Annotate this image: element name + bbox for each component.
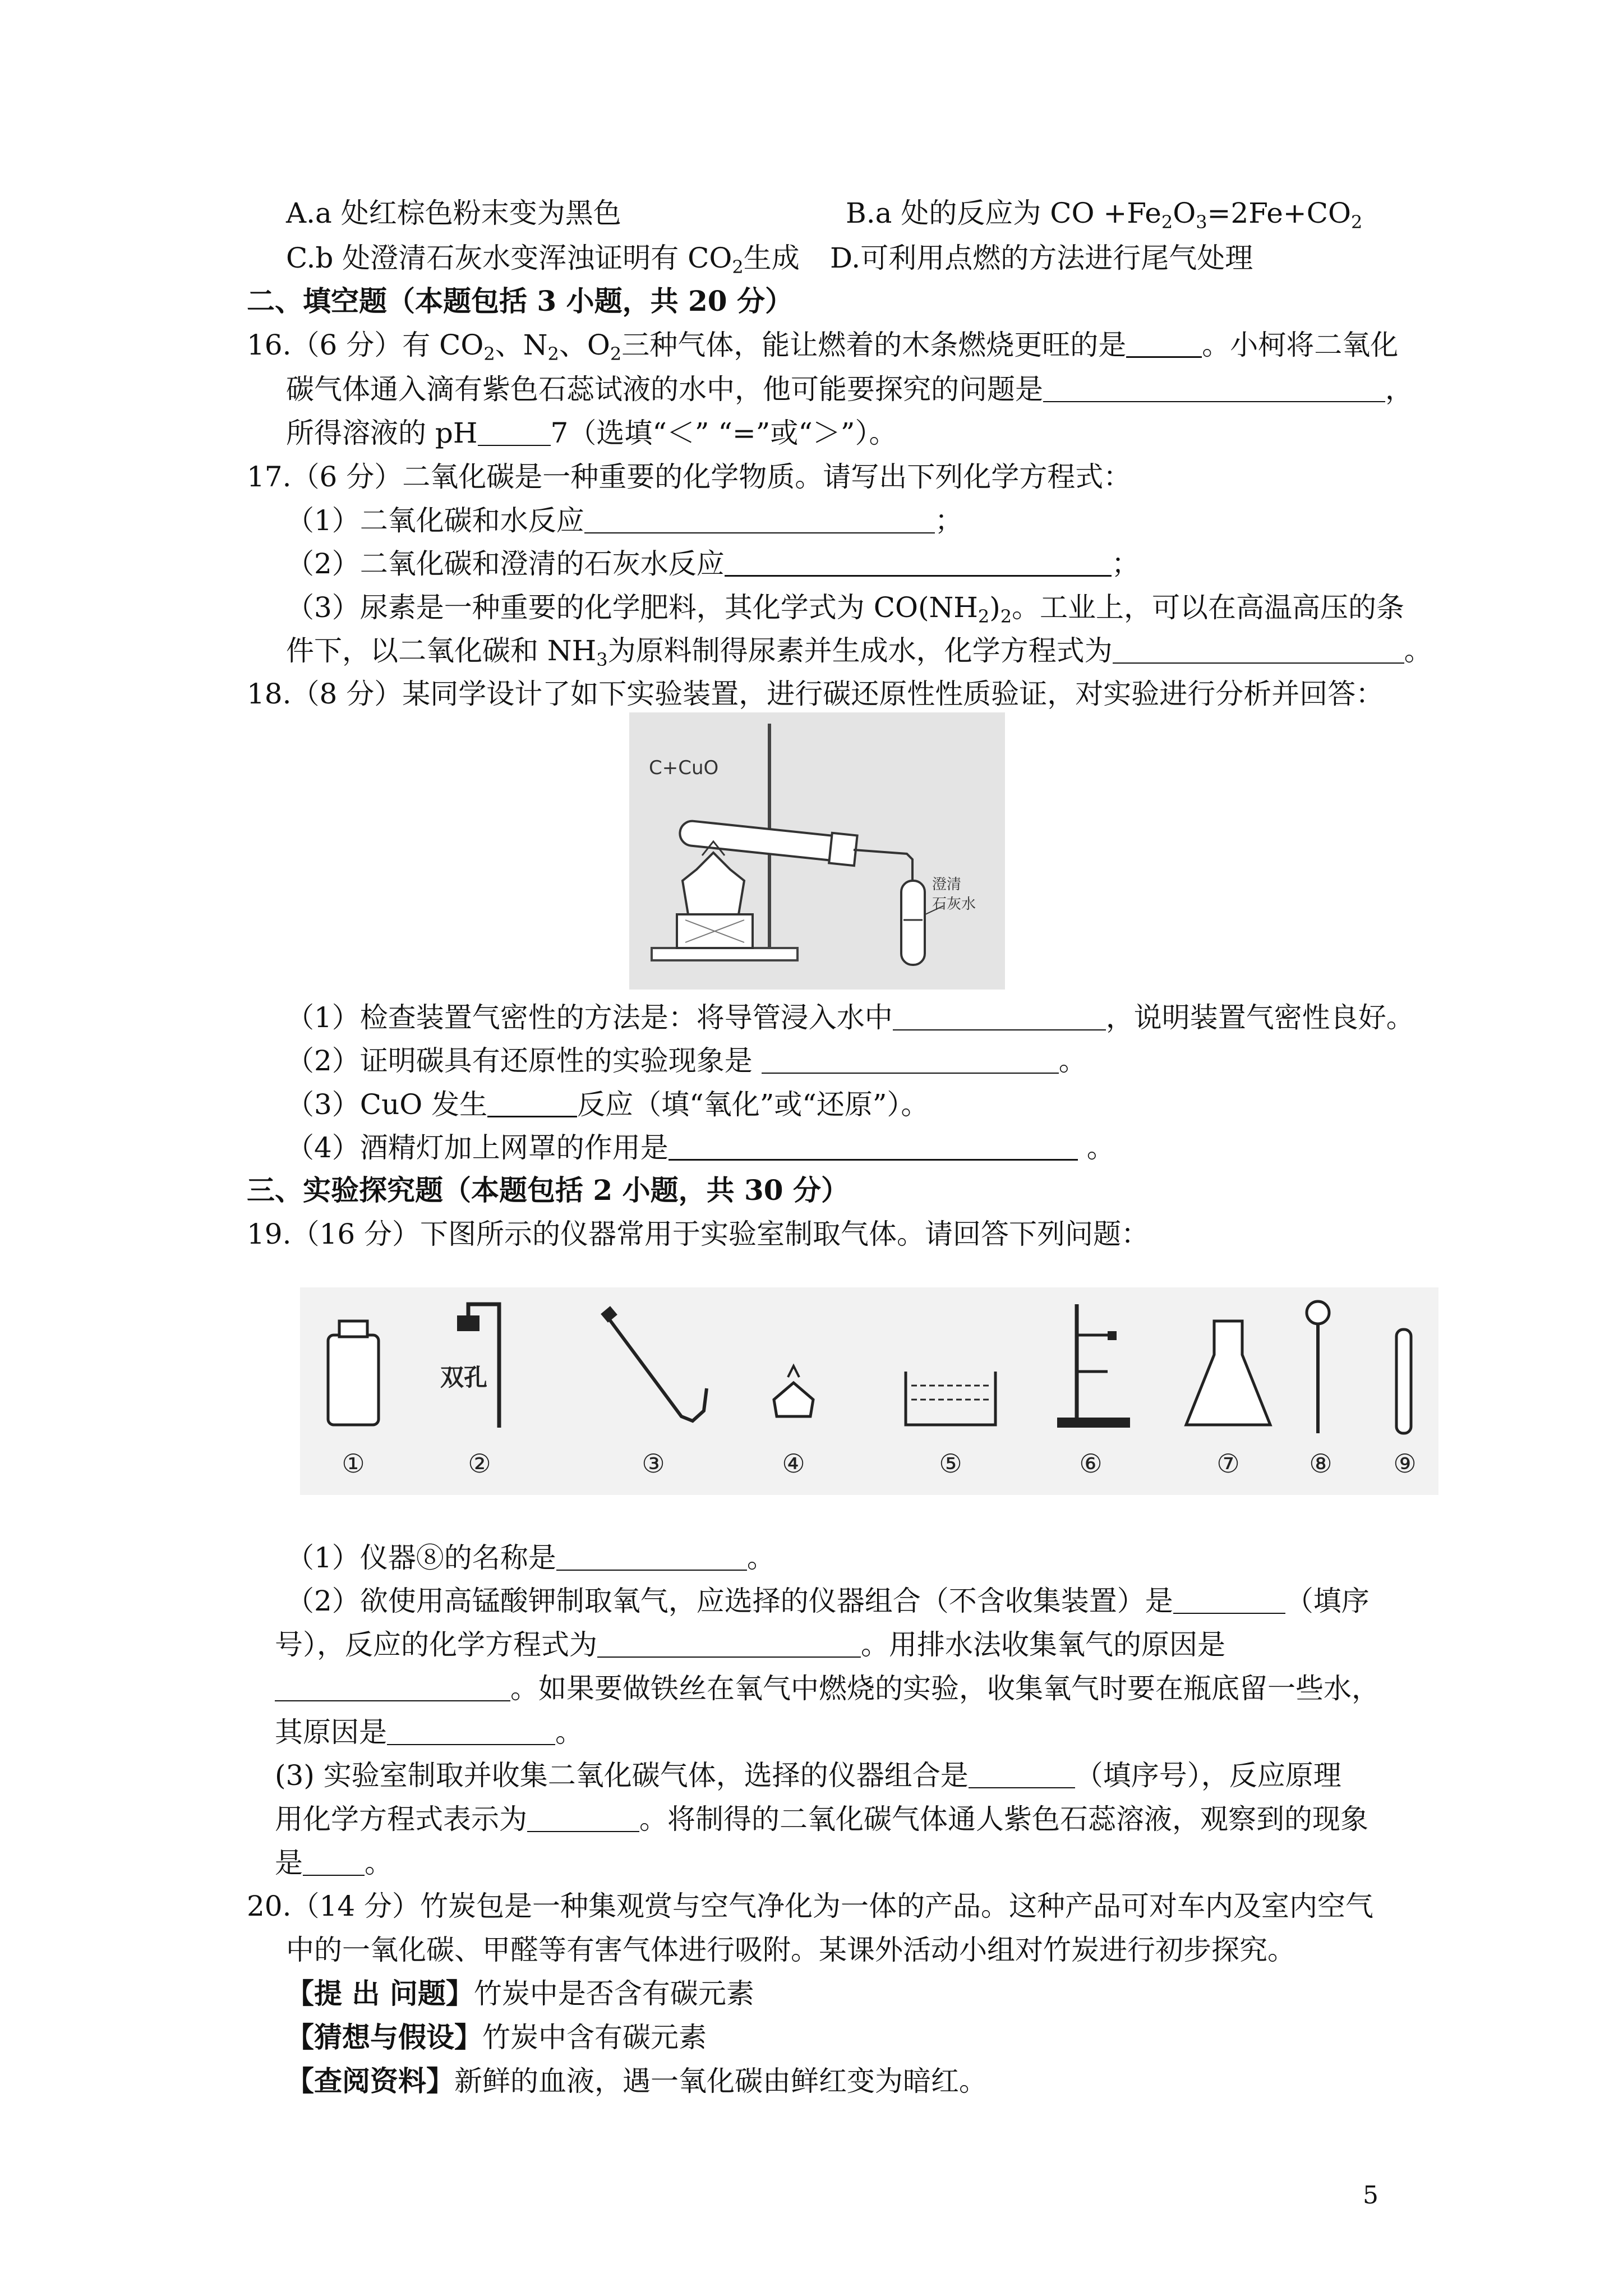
figure-label-limewater: 石灰水 (932, 896, 976, 913)
answer-blank[interactable] (725, 550, 1112, 577)
answer-blank[interactable] (1126, 332, 1202, 358)
page-number: 5 (1363, 2181, 1378, 2210)
test-tube-icon (1396, 1329, 1411, 1433)
q20-line3: 【提 出 问题】竹炭中是否含有碳元素 (286, 1977, 754, 2010)
q18-part2: （2）证明碳具有还原性的实验现象是 。 (286, 1045, 1087, 1077)
answer-blank[interactable] (303, 1850, 365, 1876)
q18-part4: （4）酒精灯加上网罩的作用是 。 (286, 1131, 1115, 1164)
instrument-number: ⑥ (1079, 1448, 1103, 1479)
q20-line5: 【查阅资料】新鲜的血液，遇一氧化碳由鲜红变为暗红。 (286, 2064, 987, 2097)
instrument-number: ⑦ (1216, 1448, 1240, 1479)
q17-line3: （2）二氧化碳和澄清的石灰水反应 ； (286, 547, 1140, 580)
instrument-number: ② (468, 1448, 491, 1479)
section-3-title: 三、实验探究题（本题包括 2 小题，共 30 分） (247, 1174, 849, 1207)
q15-option-b: B.a 处的反应为 CO $+Fe_2O_3=2Fe+CO_2$ (846, 197, 1363, 233)
q19-line1: 19.（16 分）下图所示的仪器常用于实验室制取气体。请回答下列问题： (247, 1218, 1150, 1250)
q20-line2: 中的一氧化碳、甲醛等有害气体进行吸附。某课外活动小组对竹炭进行初步探究。 (286, 1934, 1295, 1966)
q19-part1: （1）仪器⑧的名称是 。 (286, 1542, 775, 1574)
carbon-reduction-apparatus-figure (629, 712, 1005, 990)
q17-line4: （3）尿素是一种重要的化学肥料，其化学式为 $CO(NH_2)_2$。工业上，可以在高温高压的条 (286, 591, 1405, 627)
instrument-number: ⑧ (1309, 1448, 1332, 1479)
answer-blank[interactable] (762, 1048, 1059, 1074)
q17-line2: （1）二氧化碳和水反应 ； (286, 504, 963, 537)
section-2-title: 二、填空题（本题包括 3 小题，共 20 分） (247, 284, 793, 318)
answer-blank[interactable] (1173, 1588, 1285, 1614)
figure-label-reactants: C+CuO (649, 757, 719, 779)
q19-part3-line1: (3) 实验室制取并收集二氧化碳气体，选择的仪器组合是 （填序号），反应原理 (275, 1759, 1341, 1792)
q20-line4: 【猜想与假设】竹炭中含有碳元素 (286, 2021, 707, 2054)
q19-part3-line3: 是 。 (275, 1847, 393, 1879)
q20-line1: 20.（14 分）竹炭包是一种集观赏与空气净化为一体的产品。这种产品可对车内及室内空气 (247, 1890, 1374, 1922)
instrument-number: ③ (642, 1448, 665, 1479)
answer-blank[interactable] (275, 1676, 510, 1701)
answer-blank[interactable] (556, 1545, 747, 1571)
q19-part2-line4: 其原因是 。 (275, 1716, 583, 1749)
answer-blank[interactable] (597, 1632, 861, 1658)
answer-blank[interactable] (584, 508, 935, 533)
figure-label-clear: 澄清 (932, 876, 962, 893)
instrument-number: ① (342, 1448, 365, 1479)
answer-blank[interactable] (969, 1763, 1075, 1788)
q17-line5: 件下，以二氧化碳和 $NH_3$为原料制得尿素并生成水，化学方程式为 。 (286, 634, 1432, 670)
answer-blank[interactable] (1113, 638, 1404, 664)
q15-option-c: C.b 处澄清石灰水变浑浊证明有 $CO_2$生成 (286, 242, 800, 278)
q17-line1: 17.（6 分）二氧化碳是一种重要的化学物质。请写出下列化学方程式： (247, 461, 1132, 493)
answer-blank[interactable] (527, 1806, 639, 1832)
q16-line2: 碳气体通入滴有紫色石蕊试液的水中，他可能要探究的问题是 ， (286, 373, 1413, 406)
figure-label-two-hole: 双孔 (440, 1364, 488, 1391)
q18-part1: （1）检查装置气密性的方法是：将导管浸入水中 ，说明装置气密性良好。 (286, 1001, 1414, 1034)
q15-option-a: A.a 处红棕色粉末变为黑色 (286, 197, 621, 229)
q15-option-d: D.可利用点燃的方法进行尾气处理 (830, 242, 1253, 274)
answer-blank[interactable] (893, 1005, 1106, 1030)
instrument-number: ④ (782, 1448, 805, 1479)
q16-line1: 16.（6 分）有 $CO_2$、$N_2$、$O_2$三种气体，能让燃着的木条燃烧更旺的是 。小柯将二氧化 (247, 329, 1399, 365)
q19-part2-line3: 。如果要做铁丝在氧气中燃烧的实验，收集氧气时要在瓶底留一些水， (275, 1671, 1380, 1706)
answer-blank[interactable] (1043, 376, 1385, 402)
answer-blank[interactable] (478, 420, 551, 446)
q18-part3: （3）CuO 发生 反应（填“氧化”或“还原”）。 (286, 1088, 929, 1121)
answer-blank[interactable] (387, 1719, 555, 1745)
instrument-number: ⑤ (939, 1448, 962, 1479)
q18-line1: 18.（8 分）某同学设计了如下实验装置，进行碳还原性性质验证，对实验进行分析并回答： (247, 678, 1384, 710)
q19-part3-line2: 用化学方程式表示为 。将制得的二氧化碳气体通人紫色石蕊溶液，观察到的现象 (275, 1803, 1368, 1835)
answer-blank[interactable] (487, 1091, 577, 1117)
q19-part2-line2: 号），反应的化学方程式为 。用排水法收集氧气的原因是 (275, 1628, 1225, 1661)
lab-instruments-figure (300, 1287, 1438, 1495)
q16-line3: 所得溶液的 pH 7（选填“＜” “=”或“＞”）。 (286, 417, 897, 449)
gas-jar-icon (328, 1321, 379, 1425)
answer-blank[interactable] (668, 1134, 1078, 1161)
q19-part2-line1: （2）欲使用高锰酸钾制取氧气，应选择的仪器组合（不含收集装置）是 （填序 (286, 1585, 1370, 1617)
instrument-number: ⑨ (1393, 1448, 1417, 1479)
